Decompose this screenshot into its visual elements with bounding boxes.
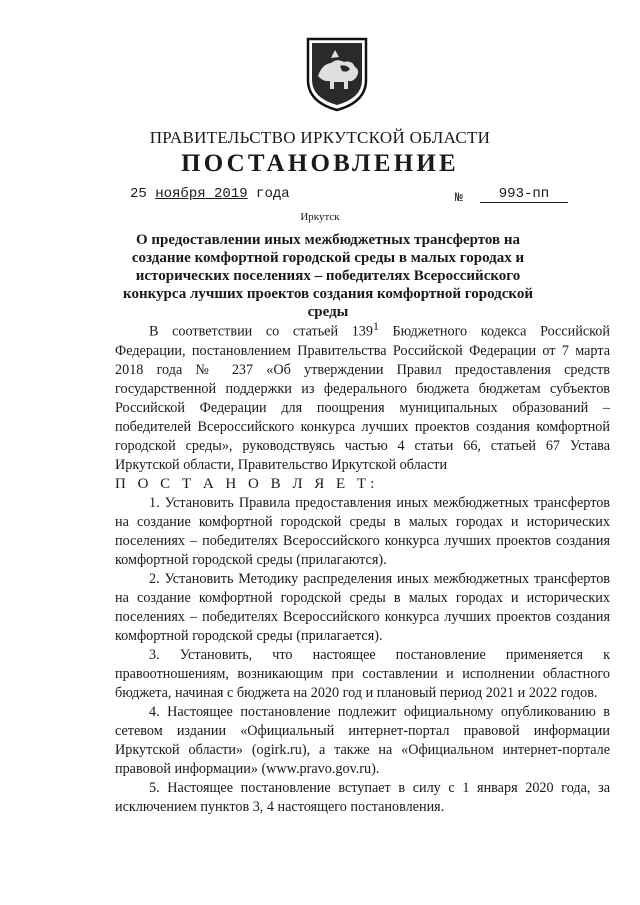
decree-word: П О С Т А Н О В Л Я Е Т: xyxy=(115,475,379,492)
preamble-text-end: Бюджетного кодекса Российской Федерации, постановлением Правительства Российской Федерации от 7 марта 2018 года № 237 «Об утверждении Правил предоставления средств государственной поддержки из федерального бюджета бюджетам субъектов Российской Федерации для поощрения муниципальных образований – победителей Всероссийского конкурса лучших проектов создания комфортной городской среды», руководствуясь частью 4 статьи 66, статьей 67 Устава Иркутской области, Правительство Иркутской области xyxy=(115,323,610,473)
government-name: ПРАВИТЕЛЬСТВО ИРКУТСКОЙ ОБЛАСТИ xyxy=(149,128,491,147)
list-item: 1. Установить Правила предоставления иных межбюджетных трансфертов на создание комфортной городской среды в малых городах и исторических поселениях – победителях Всероссийского конкурса лучших проектов создания комфортной городской среды (прилагаются). xyxy=(115,494,610,568)
city-name: Иркутск xyxy=(300,211,340,223)
date-month-year: ноября 2019 xyxy=(155,186,248,202)
list-item: 2. Установить Методику распределения иных межбюджетных трансфертов на создание комфортной городской среды в малых городах и исторических поселениях – победителях Всероссийского конкурса лучших проектов создания комфортной городской среды (прилагается). xyxy=(115,570,610,644)
document-type-title: ПОСТАНОВЛЕНИЕ xyxy=(181,150,459,177)
preamble-superscript: 1 xyxy=(372,319,379,333)
list-item: 5. Настоящее постановление вступает в силу с 1 января 2020 года, за исключением пунктов 3, 4 настоящего постановления. xyxy=(115,779,610,815)
document-body xyxy=(115,317,610,817)
preamble-paragraph xyxy=(115,317,610,475)
document-date xyxy=(130,186,290,202)
list-item: 3. Установить, что настоящее постановление применяется к правоотношениям, возникающим при составлении и исполнении областного бюджета, начиная с бюджета на 2020 год и плановый период 2021 и 2022 годов. xyxy=(115,646,610,701)
document-subject: О предоставлении иных межбюджетных трансфертов на создание комфортной городской среды в малых городах и исторических поселениях – победителях Всероссийского конкурса лучших проектов создания комфортной городской среды xyxy=(123,232,533,320)
date-day: 25 xyxy=(130,186,147,202)
preamble-text-start: В соответствии со статьей 139 xyxy=(149,323,373,340)
irkutsk-coat-of-arms-icon xyxy=(304,36,370,112)
number-label: № xyxy=(455,190,463,205)
date-suffix: года xyxy=(256,186,290,202)
document-number: 993-пп xyxy=(480,186,568,203)
list-item: 4. Настоящее постановление подлежит официальному опубликованию в сетевом издании «Официальный интернет-портал правовой информации Иркутской области» (ogirk.ru), а также на «Официальном интернет-портале правовой информации» (www.pravo.gov.ru). xyxy=(115,703,610,777)
